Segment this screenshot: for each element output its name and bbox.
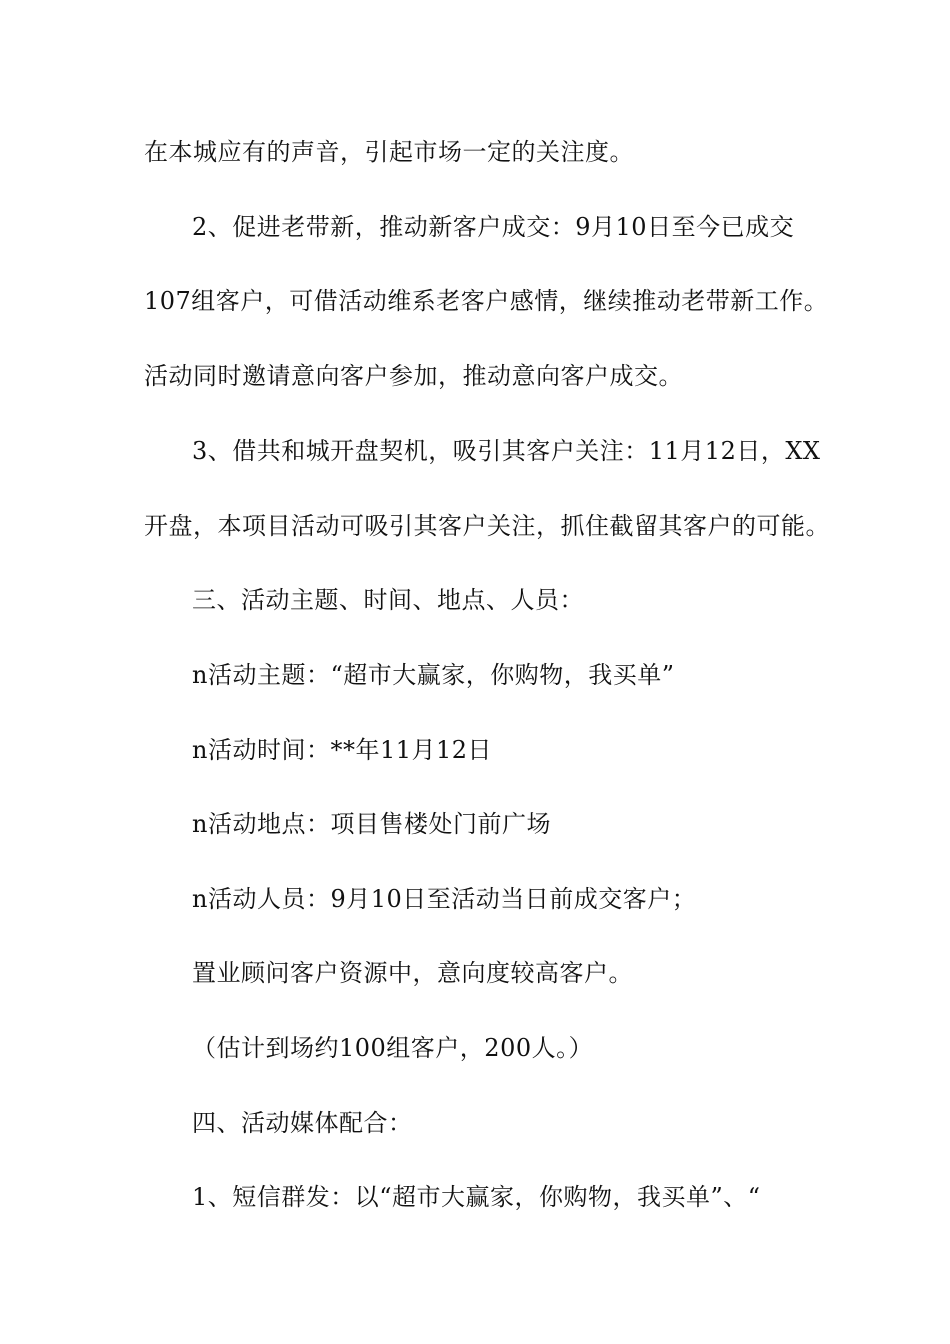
paragraph-line: 2、促进老带新，推动新客户成交：9月10日至今已成交 <box>192 213 795 241</box>
section-heading: 四、活动媒体配合： <box>192 1109 413 1137</box>
paragraph-line: 107组客户，可借活动维系老客户感情，继续推动老带新工作。 <box>144 287 829 315</box>
paragraph-line: 开盘，本项目活动可吸引其客户关注，抓住截留其客户的可能。 <box>144 512 830 540</box>
list-item: n活动主题：“超市大赢家，你购物，我买单” <box>192 661 675 689</box>
paragraph-line: 1、短信群发：以“超市大赢家，你购物，我买单”、“ <box>192 1183 761 1211</box>
paragraph-line: 3、借共和城开盘契机，吸引其客户关注：11月12日，XX <box>192 437 821 465</box>
list-item: n活动时间：**年11月12日 <box>192 736 493 764</box>
list-item: n活动地点：项目售楼处门前广场 <box>192 810 551 838</box>
paragraph-line: 置业顾问客户资源中，意向度较高客户。 <box>192 959 633 987</box>
paragraph-line: （估计到场约100组客户，200人。） <box>192 1034 594 1062</box>
list-item: n活动人员：9月10日至活动当日前成交客户； <box>192 885 697 913</box>
section-heading: 三、活动主题、时间、地点、人员： <box>192 586 584 614</box>
paragraph-line: 活动同时邀请意向客户参加，推动意向客户成交。 <box>144 362 683 390</box>
paragraph-line: 在本城应有的声音，引起市场一定的关注度。 <box>144 138 634 166</box>
